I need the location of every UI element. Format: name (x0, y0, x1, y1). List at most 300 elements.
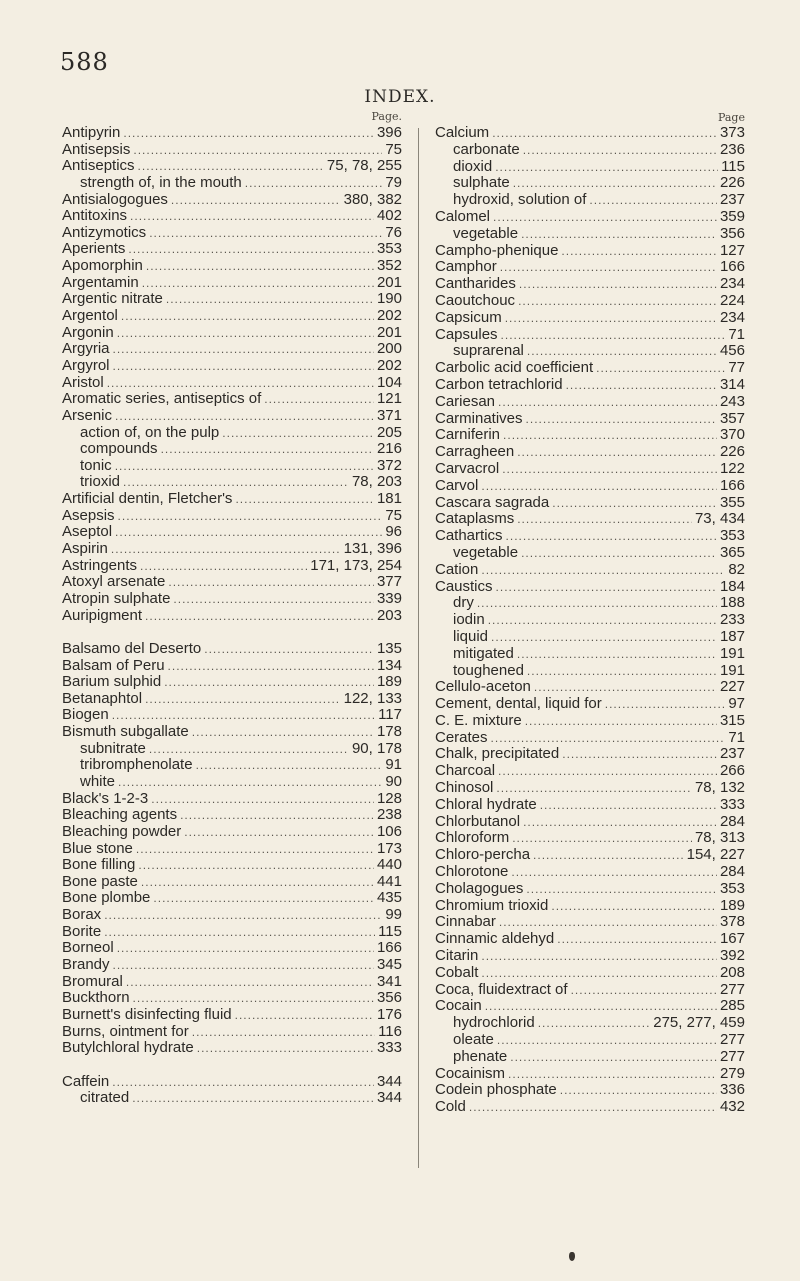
index-entry (62, 857, 402, 874)
entry-term: Antizymotics (62, 223, 147, 241)
entry-term: Argentol (62, 307, 118, 325)
entry-term: Chlorbutanol (435, 812, 521, 830)
index-entry (435, 209, 745, 226)
entry-term: Citarin (435, 947, 479, 965)
entry-pages: 96 (385, 523, 402, 541)
entry-term: Cataplasms (435, 510, 515, 528)
entry-pages: 284 (719, 812, 745, 830)
entry-term: liquid (453, 627, 489, 645)
entry-pages: 99 (385, 906, 402, 924)
index-entry (62, 874, 402, 891)
entry-term: Cerates (435, 728, 488, 746)
index-subentry (62, 474, 402, 491)
index-subentry (62, 757, 402, 774)
entry-term: Campho-phenique (435, 241, 559, 259)
index-subentry (435, 192, 745, 209)
entry-pages: 333 (376, 1039, 402, 1057)
dot-leader (138, 857, 374, 874)
dot-leader (161, 441, 374, 458)
entry-term: strength of, in the mouth (80, 173, 242, 191)
entry-term: Argonin (62, 323, 114, 341)
index-entry (435, 763, 745, 780)
index-entry (435, 444, 745, 461)
dot-leader (561, 243, 717, 260)
dot-leader (502, 461, 717, 478)
dot-leader (235, 1007, 374, 1024)
index-entry (435, 797, 745, 814)
index-entry (62, 658, 402, 675)
index-entry (435, 914, 745, 931)
dot-leader (192, 724, 374, 741)
index-subentry (435, 159, 745, 176)
index-entry (62, 225, 402, 242)
entry-pages: 344 (376, 1072, 402, 1090)
index-entry (62, 408, 402, 425)
entry-pages: 75 (385, 506, 402, 524)
entry-term: subnitrate (80, 739, 146, 757)
entry-term: Capsicum (435, 308, 502, 326)
entry-term: Astringents (62, 556, 138, 574)
entry-term: Antiseptics (62, 157, 135, 175)
dot-leader (180, 807, 374, 824)
dot-leader (132, 1090, 374, 1107)
entry-pages: 122 (719, 459, 745, 477)
index-entry (435, 427, 745, 444)
index-entry (62, 574, 402, 591)
dot-leader (264, 391, 374, 408)
index-entry (435, 982, 745, 999)
entry-pages: 134 (376, 656, 402, 674)
entry-term: toughened (453, 661, 524, 679)
dot-leader (171, 192, 341, 209)
dot-leader (111, 541, 341, 558)
entry-term: Carminatives (435, 409, 523, 427)
entry-term: Antisialogogues (62, 190, 168, 208)
entry-pages: 122, 133 (343, 689, 402, 707)
dot-leader (204, 641, 374, 658)
page-column-label: Page. (371, 110, 402, 123)
entry-term: Carragheen (435, 443, 515, 461)
index-entry (435, 965, 745, 982)
index-entry (435, 1082, 745, 1099)
index-entry (435, 1066, 745, 1083)
entry-pages: 277 (719, 1047, 745, 1065)
index-entry (435, 360, 745, 377)
entry-term: Argyria (62, 340, 110, 358)
entry-pages: 355 (719, 493, 745, 511)
dot-leader (491, 629, 717, 646)
entry-pages: 91 (385, 756, 402, 774)
index-entry (435, 411, 745, 428)
index-entry (435, 243, 745, 260)
dot-leader (245, 175, 383, 192)
index-entry (62, 125, 402, 142)
index-entry (62, 192, 402, 209)
dot-leader (133, 990, 374, 1007)
entry-term: Caoutchouc (435, 291, 516, 309)
dot-leader (497, 1032, 717, 1049)
index-entry (435, 931, 745, 948)
dot-leader (151, 791, 374, 808)
entry-pages: 202 (376, 307, 402, 325)
dot-leader (551, 898, 717, 915)
entry-pages: 314 (719, 375, 745, 393)
index-subentry (62, 774, 402, 791)
entry-pages: 73, 434 (694, 510, 745, 528)
index-entries-right (435, 125, 745, 1116)
entry-pages: 275, 277, 459 (653, 1014, 745, 1032)
entry-term: action of, on the pulp (80, 423, 220, 441)
dot-leader (145, 691, 341, 708)
entry-term: Argentic nitrate (62, 290, 163, 308)
index-entry (62, 1040, 402, 1057)
dot-leader (498, 763, 717, 780)
entry-term: Burnett's disinfecting fluid (62, 1005, 232, 1023)
dot-leader (496, 579, 717, 596)
entry-pages: 115 (721, 157, 745, 175)
entry-pages: 201 (376, 273, 402, 291)
dot-leader (104, 907, 382, 924)
entry-pages: 392 (719, 947, 745, 965)
entry-pages: 234 (719, 275, 745, 293)
dot-leader (477, 595, 717, 612)
entry-pages: 353 (719, 527, 745, 545)
index-entry (62, 142, 402, 159)
entry-term: Auripigment (62, 606, 143, 624)
dot-leader (107, 375, 374, 392)
entry-term: Cocain (435, 997, 482, 1015)
dot-leader (506, 528, 717, 545)
dot-leader (140, 558, 307, 575)
entry-term: Borite (62, 922, 102, 940)
entry-term: Atropin sulphate (62, 589, 171, 607)
index-entry (435, 780, 745, 797)
index-entry (62, 608, 402, 625)
entry-pages: 432 (719, 1098, 745, 1116)
entry-term: Biogen (62, 706, 109, 724)
entry-pages: 352 (376, 257, 402, 275)
entry-pages: 135 (376, 639, 402, 657)
dot-leader (498, 394, 717, 411)
index-entry (62, 558, 402, 575)
dot-leader (118, 774, 382, 791)
dot-leader (523, 142, 717, 159)
index-subentry (435, 663, 745, 680)
dot-leader (533, 847, 684, 864)
dot-leader (538, 1015, 651, 1032)
index-entry (62, 258, 402, 275)
entry-pages: 181 (376, 490, 402, 508)
entry-pages: 227 (719, 678, 745, 696)
dot-leader (605, 696, 726, 713)
index-entry (435, 830, 745, 847)
index-subentry (435, 1015, 745, 1032)
entry-pages: 117 (378, 706, 402, 724)
entry-pages: 315 (719, 711, 745, 729)
index-subentry (435, 142, 745, 159)
entry-pages: 78, 203 (351, 473, 402, 491)
entry-term: Borax (62, 906, 102, 924)
entry-pages: 344 (376, 1089, 402, 1107)
entry-pages: 277 (719, 1031, 745, 1049)
entry-pages: 90, 178 (351, 739, 402, 757)
dot-leader (121, 308, 374, 325)
entry-term: Aspirin (62, 540, 108, 558)
entry-pages: 79 (385, 173, 402, 191)
index-subentry (435, 175, 745, 192)
entry-pages: 440 (376, 856, 402, 874)
entry-term: trioxid (80, 473, 121, 491)
dot-leader (510, 1049, 717, 1066)
index-entry (62, 375, 402, 392)
dot-leader (115, 408, 374, 425)
index-entry (435, 276, 745, 293)
index-subentry (435, 226, 745, 243)
entry-pages: 71 (728, 325, 745, 343)
entry-term: Cement, dental, liquid for (435, 695, 602, 713)
entry-term: Chalk, precipitated (435, 745, 560, 763)
dot-leader (496, 780, 692, 797)
entry-term: Cascara sagrada (435, 493, 550, 511)
index-subentry (62, 458, 402, 475)
dot-leader (196, 757, 383, 774)
dot-leader (526, 881, 717, 898)
index-entry (62, 591, 402, 608)
index-entry (435, 478, 745, 495)
entry-pages: 71 (728, 728, 745, 746)
entry-term: Capsules (435, 325, 498, 343)
entry-pages: 131, 396 (343, 540, 402, 558)
entry-pages: 121 (376, 390, 402, 408)
index-entry (62, 524, 402, 541)
dot-leader (481, 965, 717, 982)
dot-leader (526, 411, 717, 428)
dot-leader (138, 158, 324, 175)
dot-leader (517, 444, 717, 461)
entry-pages: 353 (376, 240, 402, 258)
index-entry (435, 898, 745, 915)
index-entry (435, 377, 745, 394)
entry-term: Cinnabar (435, 913, 496, 931)
index-entry (435, 579, 745, 596)
entry-pages: 78, 132 (694, 779, 745, 797)
index-entry (62, 907, 402, 924)
dot-leader (142, 275, 374, 292)
dot-leader (491, 730, 726, 747)
index-entry (435, 948, 745, 965)
entry-pages: 224 (719, 291, 745, 309)
entry-pages: 97 (728, 695, 745, 713)
dot-leader (525, 713, 717, 730)
entry-pages: 236 (719, 140, 745, 158)
entry-term: tonic (80, 456, 112, 474)
index-entry (62, 541, 402, 558)
dot-leader (495, 159, 718, 176)
entry-term: citrated (80, 1089, 130, 1107)
index-entry (62, 707, 402, 724)
dot-leader (505, 310, 717, 327)
index-subentry (435, 343, 745, 360)
entry-pages: 233 (719, 611, 745, 629)
index-entry (62, 508, 402, 525)
index-subentry (435, 595, 745, 612)
index-entry (435, 713, 745, 730)
index-entry (62, 724, 402, 741)
entry-term: Argyrol (62, 356, 110, 374)
column-divider (418, 128, 419, 1168)
index-entry (62, 391, 402, 408)
entry-term: Borneol (62, 939, 114, 957)
dot-leader (166, 291, 374, 308)
entry-pages: 336 (719, 1081, 745, 1099)
entry-term: Chinosol (435, 779, 494, 797)
index-entry (62, 791, 402, 808)
index-entry (435, 125, 745, 142)
dot-leader (149, 225, 382, 242)
dot-leader (566, 377, 717, 394)
entry-term: Chromium trioxid (435, 896, 549, 914)
index-entry (62, 641, 402, 658)
index-entry (62, 358, 402, 375)
dot-leader (112, 1074, 374, 1091)
entry-pages: 178 (376, 723, 402, 741)
entry-term: Calcium (435, 124, 490, 141)
dot-leader (141, 874, 374, 891)
entry-pages: 266 (719, 762, 745, 780)
dot-leader (115, 524, 382, 541)
dot-leader (117, 940, 374, 957)
entry-term: Butylchloral hydrate (62, 1039, 194, 1057)
index-subentry (435, 1032, 745, 1049)
entry-pages: 166 (376, 939, 402, 957)
entry-pages: 234 (719, 308, 745, 326)
entry-pages: 284 (719, 863, 745, 881)
entry-term: Aseptol (62, 523, 113, 541)
entry-pages: 279 (719, 1064, 745, 1082)
dot-leader (493, 209, 717, 226)
dot-leader (527, 663, 717, 680)
entry-term: white (80, 772, 116, 790)
entry-term: Bone plombe (62, 889, 151, 907)
entry-term: carbonate (453, 140, 520, 158)
entry-term: sulphate (453, 174, 510, 192)
index-entry (435, 847, 745, 864)
entry-term: Bone filling (62, 856, 136, 874)
entry-pages: 82 (728, 560, 745, 578)
entry-pages: 173 (376, 839, 402, 857)
entry-term: Cathartics (435, 527, 503, 545)
entry-term: Barium sulphid (62, 673, 162, 691)
entry-term: Balsamo del Deserto (62, 639, 202, 657)
entry-pages: 285 (719, 997, 745, 1015)
index-entry (62, 1024, 402, 1041)
index-entry (62, 325, 402, 342)
index-entry (62, 1074, 402, 1091)
index-column-right (435, 108, 745, 1116)
entry-term: oleate (453, 1031, 494, 1049)
entry-pages: 277 (719, 980, 745, 998)
dot-leader (112, 707, 375, 724)
entry-term: Antisepsis (62, 140, 131, 158)
entry-pages: 104 (376, 373, 402, 391)
index-entry (435, 461, 745, 478)
index-entry (62, 957, 402, 974)
index-entry (62, 924, 402, 941)
entry-pages: 166 (719, 476, 745, 494)
dot-leader (519, 276, 717, 293)
dot-leader (596, 360, 725, 377)
dot-leader (117, 325, 374, 342)
entry-pages: 90 (385, 772, 402, 790)
dot-leader (501, 327, 726, 344)
index-subentry (435, 629, 745, 646)
entry-pages: 441 (376, 872, 402, 890)
dot-leader (492, 125, 717, 142)
index-entry (62, 158, 402, 175)
index-entry (62, 824, 402, 841)
entry-term: Cold (435, 1098, 466, 1116)
index-entry (62, 275, 402, 292)
dot-leader (113, 957, 374, 974)
entry-pages: 333 (719, 795, 745, 813)
dot-leader (499, 914, 717, 931)
index-entry (435, 881, 745, 898)
dot-leader (123, 474, 349, 491)
index-entries-left (62, 125, 402, 1107)
dot-leader (512, 830, 692, 847)
dot-leader (197, 1040, 374, 1057)
entry-term: Camphor (435, 258, 497, 276)
entry-pages: 176 (376, 1005, 402, 1023)
dot-leader (517, 511, 692, 528)
entry-term: Cinnamic aldehyd (435, 930, 555, 948)
dot-leader (521, 226, 717, 243)
entry-pages: 371 (376, 406, 402, 424)
entry-term: phenate (453, 1047, 508, 1065)
entry-term: Carbolic acid coefficient (435, 359, 594, 377)
entry-term: Calomel (435, 207, 491, 225)
entry-term: Balsam of Peru (62, 656, 165, 674)
entry-term: Antipyrin (62, 124, 121, 141)
index-entry (435, 679, 745, 696)
ink-spot (569, 1252, 575, 1261)
entry-term: Cation (435, 560, 479, 578)
index-entry (435, 310, 745, 327)
entry-term: Aristol (62, 373, 104, 391)
index-entry (435, 327, 745, 344)
entry-pages: 378 (719, 913, 745, 931)
entry-term: Carbon tetrachlorid (435, 375, 563, 393)
entry-pages: 373 (719, 124, 745, 141)
entry-term: Arsenic (62, 406, 113, 424)
dot-leader (508, 1066, 717, 1083)
dot-leader (164, 674, 374, 691)
dot-leader (540, 797, 717, 814)
index-entry (62, 308, 402, 325)
entry-term: Apomorphin (62, 257, 143, 275)
entry-term: Blue stone (62, 839, 133, 857)
entry-term: C. E. mixture (435, 711, 522, 729)
entry-term: Bone paste (62, 872, 138, 890)
entry-pages: 201 (376, 323, 402, 341)
index-entry (435, 528, 745, 545)
entry-pages: 127 (719, 241, 745, 259)
entry-term: Cariesan (435, 392, 496, 410)
entry-term: Argentamin (62, 273, 139, 291)
index-subentry (62, 741, 402, 758)
dot-leader (192, 1024, 375, 1041)
entry-term: Buckthorn (62, 989, 130, 1007)
